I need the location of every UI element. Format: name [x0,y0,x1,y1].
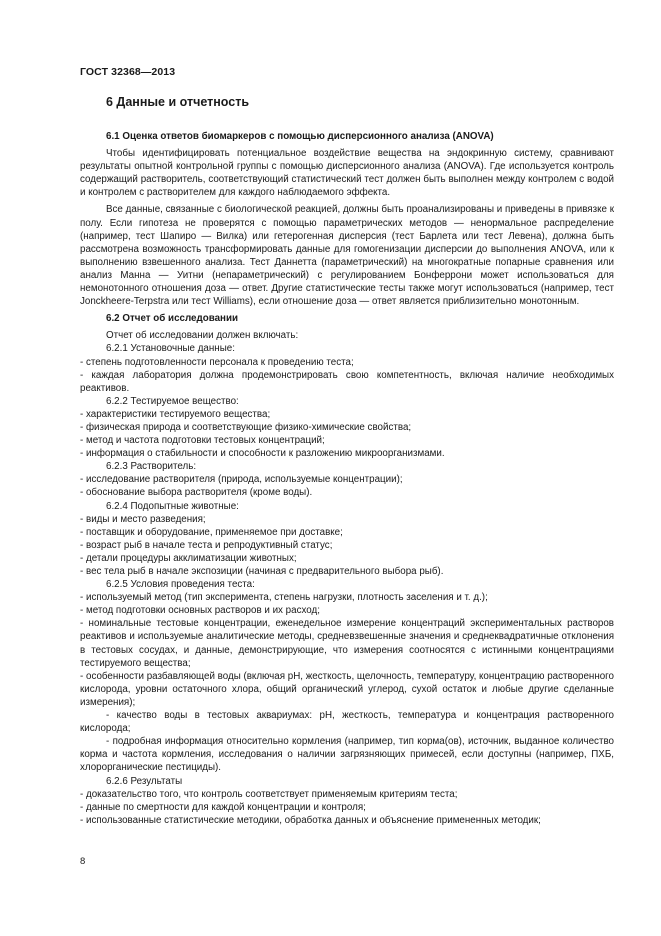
list-item: - подробная информация относительно кормления (например, тип корма(ов), источник, выданное количество корма и частота кормления, исследования о наличии загрязняющих примесей, если доступны (например, ПХБ, хлорорганические пестициды). [80,736,614,774]
subsection-heading-6-2: 6.2 Отчет об исследовании [106,313,239,325]
list-item: - степень подготовленности персонала к проведению теста; [80,356,354,368]
section-title: 6 Данные и отчетность [106,95,250,109]
list-item: - метод подготовки основных растворов и их расход; [80,605,320,617]
list-item: - доказательство того, что контроль соответствует применяемым критериям теста; [80,788,458,800]
list-item: - вес тела рыб в начале экспозиции (начиная с предварительного выбора рыб). [80,566,444,577]
list [80,513,614,578]
document-body [80,126,614,827]
clause-title-6-2-4: 6.2.4 Подопытные животные: [106,500,239,512]
list-item: - исследование растворителя (природа, используемые концентрации); [80,474,403,486]
paragraph: Все данные, связанные с биологической реакцией, должны быть проанализированы и приведены в привязке к полу. Если гипотеза не проверятся с помощью параметрических методов — ненормальное распределение (например, тест Шапиро — Вилка) или гетерогенная дисперсия (тест Барлета или тест Левена), должна быть рассмотрена возможность трансформировать данные для гомогенизации дисперсии до выполнения ANOVA, или к выполнению взвешенного анализа. Тест Даннетта (параметрический) на многократные попарные сравнения или анализ Манна — Уитни (непараметрический) с регулированием Бонферрони может использоваться для немонотонного отношения доза — ответ. Другие статистические тесты также могут использоваться (например, тест Jonckheere-Terpstra или тест Williams), если отношение доза — ответ является приблизительно монотонным. [80,204,614,308]
list-item: - обоснование выбора растворителя (кроме воды). [80,487,313,499]
list-item: - поставщик и оборудование, применяемое при доставке; [80,526,343,538]
clause-title-6-2-5: 6.2.5 Условия проведения теста: [106,579,255,591]
list [80,408,614,460]
clause-title-6-2-1: 6.2.1 Установочные данные: [106,343,235,355]
list [80,473,614,499]
list-item: - качество воды в тестовых аквариумах: pH, жесткость, температура и концентрация растворенного кислорода; [80,710,614,735]
list-item: - физическая природа и соответствующие физико-химические свойства; [80,421,412,433]
page-number: 8 [80,856,86,867]
list [80,788,614,827]
clause-title-6-2-6: 6.2.6 Результаты [106,775,183,787]
list-item: - используемый метод (тип эксперимента, степень нагрузки, плотность заселения и т. д.); [80,592,488,604]
clause-title-6-2-2: 6.2.2 Тестируемое вещество: [106,395,239,407]
list [80,356,614,395]
list-item: - номинальные тестовые концентрации, еженедельное измерение концентраций экспериментальных растворов реактивов и используемые аналитические методы, средневзвешенные значения и среднеквадратичные отклонения в тестовых сосудах, и данные, демонстрирующие, что измерения соотносятся с истинными концентрациями тестируемого вещества; [80,618,614,669]
document-code: ГОСТ 32368—2013 [80,66,176,78]
clause-title-6-2-3: 6.2.3 Растворитель: [106,461,197,473]
list-item: - использованные статистические методики, обработка данных и объяснение примененных методик; [80,814,541,826]
list-item: - метод и частота подготовки тестовых концентраций; [80,435,325,447]
subsection-heading-6-1: 6.1 Оценка ответов биомаркеров с помощью дисперсионного анализа (ANOVA) [106,131,494,142]
list-item: - виды и место разведения; [80,513,206,525]
list [80,591,614,774]
list-item: - данные по смертности для каждой концентрации и контроля; [80,801,366,813]
paragraph: Чтобы идентифицировать потенциальное воздействие вещества на эндокринную систему, сравнивают результаты опытной контрольной группы с помощью дисперсионного анализа (ANOVA). Где используется контроль содержащий растворитель, соответствующий статистический тест должен быть выполнен между контролем с водой и контролем с растворителем для каждого наблюдаемого эффекта. [80,148,614,199]
list-item: - особенности разбавляющей воды (включая pH, жесткость, щелочность, температуру, концентрацию растворенного кислорода, уровни остаточного хлора, общий органический углерод, сухой остаток и любые другие сделанные измерения); [80,670,614,708]
paragraph: Отчет об исследовании должен включать: [106,330,299,342]
list-item: - каждая лаборатория должна продемонстрировать свою компетентность, включая наличие необходимых реактивов. [80,369,614,394]
list-item: - характеристики тестируемого вещества; [80,408,271,420]
list-item: - возраст рыб в начале теста и репродуктивный статус; [80,539,333,551]
list-item: - детали процедуры акклиматизации животных; [80,552,297,564]
list-item: - информация о стабильности и способности к разложению микроорганизмами. [80,448,445,460]
